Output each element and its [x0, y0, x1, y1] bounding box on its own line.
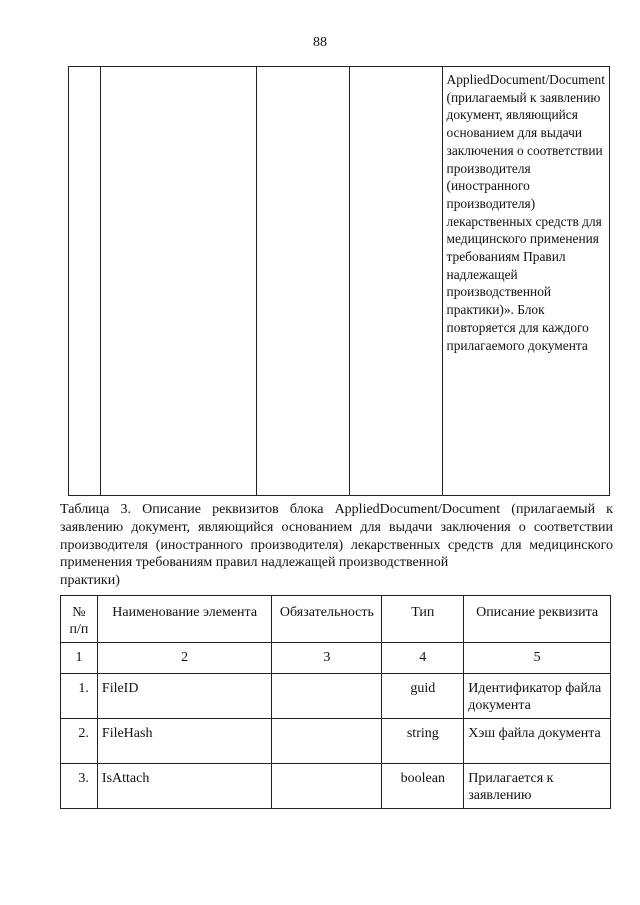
element-type: boolean [382, 764, 464, 809]
element-name: IsAttach [97, 764, 272, 809]
element-required [272, 719, 382, 764]
continued-table-row [69, 67, 610, 496]
row-number: 1. [61, 674, 98, 719]
element-description: Хэш файла документа [464, 719, 611, 764]
header-num: № п/п [61, 596, 98, 643]
table-row [61, 719, 611, 764]
element-required [272, 674, 382, 719]
table-header-row [61, 596, 611, 643]
table-row [61, 764, 611, 809]
table-caption-last-line: практики) [60, 573, 120, 589]
header-name: Наименование элемента [97, 596, 272, 643]
column-index: 3 [272, 643, 382, 674]
column-index: 4 [382, 643, 464, 674]
element-name: FileID [97, 674, 272, 719]
column-index: 5 [464, 643, 611, 674]
element-required [272, 764, 382, 809]
element-type: string [382, 719, 464, 764]
element-name: FileHash [97, 719, 272, 764]
column-index: 2 [97, 643, 272, 674]
continued-cell-1 [69, 67, 101, 496]
element-type: guid [382, 674, 464, 719]
continued-cell-3 [257, 67, 350, 496]
row-number: 2. [61, 719, 98, 764]
element-description: Идентификатор файла документа [464, 674, 611, 719]
element-description: Прилагается к заявлению [464, 764, 611, 809]
header-required: Обязательность [272, 596, 382, 643]
continued-cell-text: AppliedDocument/Document (прилагаемый к заявлению документ, являющийся основанием для выдачи заключения о соответствии производителя (иностранного производителя) лекарственных средств для медицинского применения требованиям Правил надлежащей производственной практики)». Блок повторяется для каждого прилагаемого документа [446, 72, 605, 353]
header-type: Тип [382, 596, 464, 643]
table-row [61, 674, 611, 719]
header-description: Описание реквизита [464, 596, 611, 643]
table-caption-body: Таблица 3. Описание реквизитов блока AppliedDocument/Document (прилагаемый к заявлению документ, являющийся основанием для выдачи заключения о соответствии производителя (иностранного производителя) лекарственных средств для медицинского применения требованиям правил надлежащей производственной [60, 502, 613, 571]
column-index: 1 [61, 643, 98, 674]
continued-cell-4 [349, 67, 442, 496]
row-number: 3. [61, 764, 98, 809]
table-caption [60, 501, 613, 590]
continued-table [68, 66, 610, 496]
continued-cell-description [442, 67, 609, 496]
requisites-table [60, 595, 611, 809]
page-number: 88 [313, 35, 327, 50]
continued-cell-2 [101, 67, 257, 496]
column-index-row [61, 643, 611, 674]
